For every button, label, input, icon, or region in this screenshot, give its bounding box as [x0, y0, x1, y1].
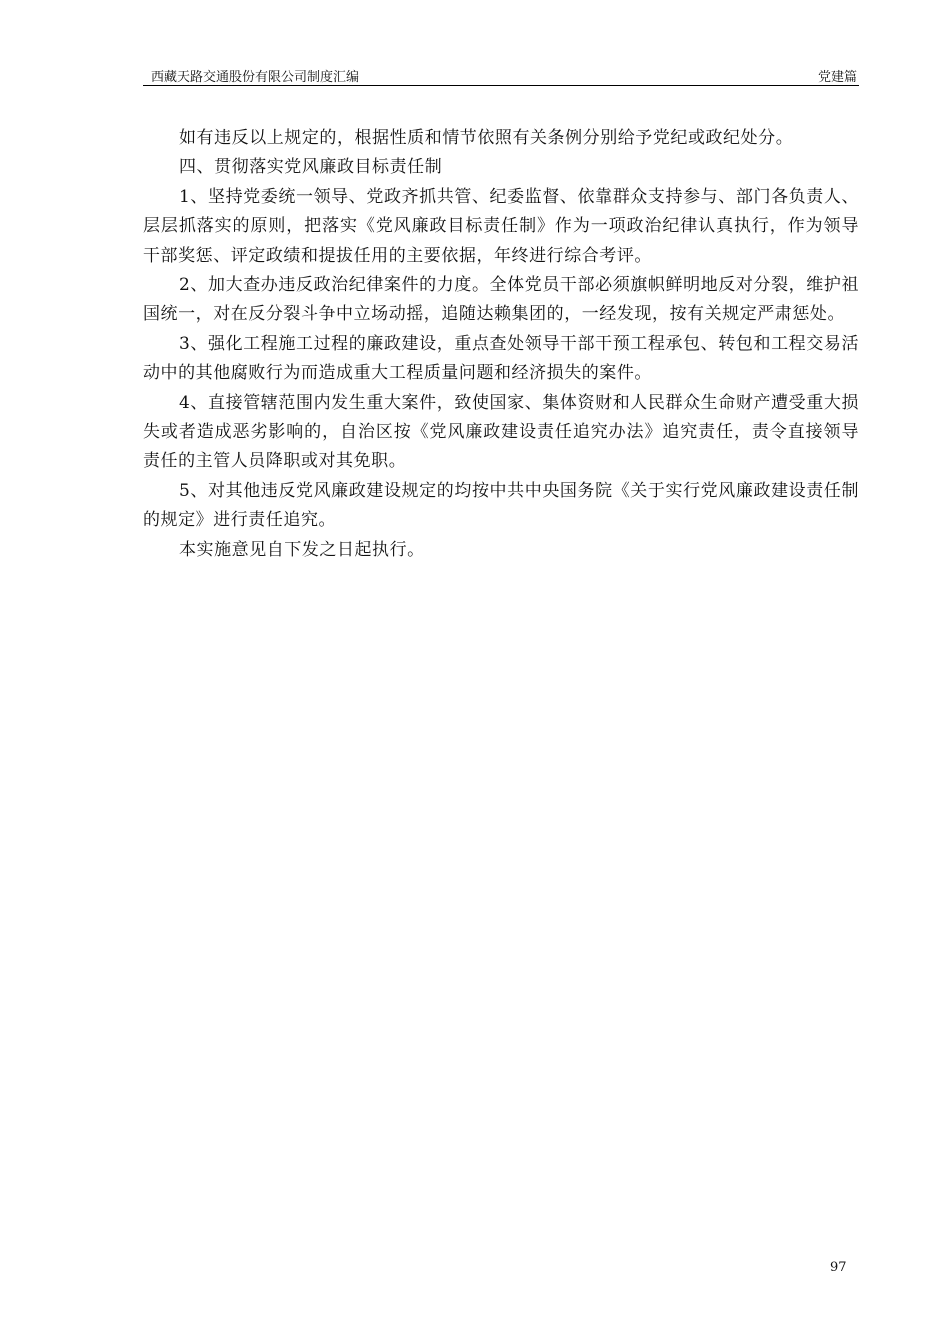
page-number: 97	[830, 1260, 847, 1275]
paragraph-item-2: 2、加大查办违反政治纪律案件的力度。全体党员干部必须旗帜鲜明地反对分裂，维护祖国统一，对在反分裂斗争中立场动摇，追随达赖集团的，一经发现，按有关规定严肃惩处。	[143, 275, 859, 325]
paragraph-item-5: 5、对其他违反党风廉政建设规定的均按中共中央国务院《关于实行党风廉政建设责任制的规定》进行责任追究。	[143, 480, 859, 531]
paragraph-item-3: 3、强化工程施工过程的廉政建设，重点查处领导干部干预工程承包、转包和工程交易活动中的其他腐败行为而造成重大工程质量问题和经济损失的案件。	[143, 333, 859, 384]
paragraph-item-4: 4、直接管辖范围内发生重大案件，致使国家、集体资财和人民群众生命财产遭受重大损失或者造成恶劣影响的，自治区按《党风廉政建设责任追究办法》追究责任，责令直接领导责任的主管人员降职或对其免职。	[143, 392, 859, 472]
paragraph-effective-date: 本实施意见自下发之日起执行。	[179, 539, 425, 560]
document-body	[143, 124, 859, 565]
section-heading-responsibility-system: 四、贯彻落实党风廉政目标责任制	[179, 157, 443, 178]
header-section-title: 党建篇	[817, 70, 857, 85]
paragraph-item-1: 1、坚持党委统一领导、党政齐抓共管、纪委监督、依靠群众支持参与、部门各负责人、层层抓落实的原则，把落实《党风廉政目标责任制》作为一项政治纪律认真执行，作为领导干部奖惩、评定政绩和提拔任用的主要依据，年终进行综合考评。	[143, 186, 859, 266]
page-header	[143, 65, 859, 86]
header-document-title: 西藏天路交通股份有限公司制度汇编	[151, 70, 360, 85]
paragraph-violation-penalty: 如有违反以上规定的，根据性质和情节依照有关条例分别给予党纪或政纪处分。	[179, 128, 794, 148]
